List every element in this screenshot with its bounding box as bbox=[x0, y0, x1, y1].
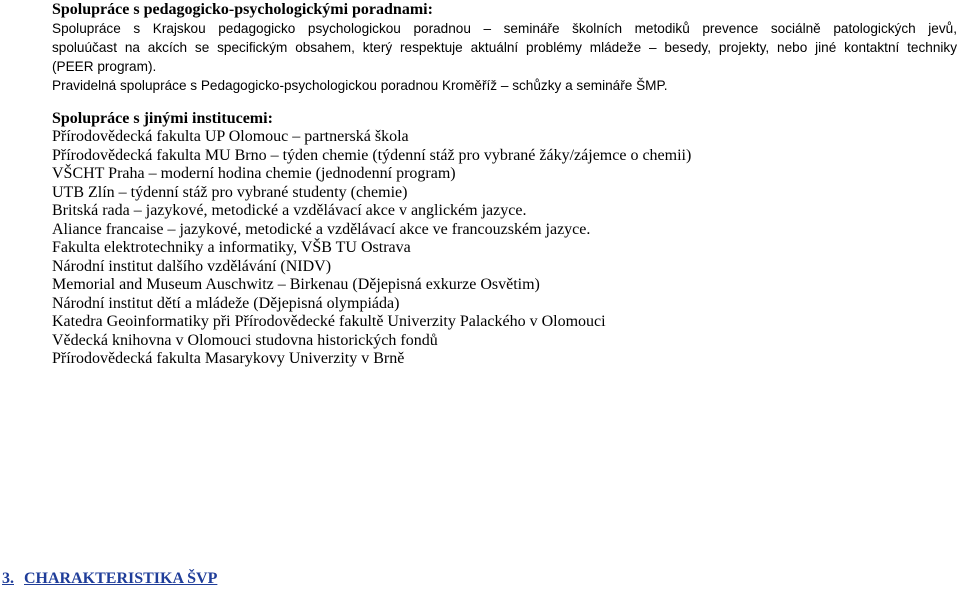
list-item: Přírodovědecká fakulta UP Olomouc – partnerská škola bbox=[52, 128, 409, 145]
paragraph-line: Pravidelná spolupráce s Pedagogicko-psychologickou poradnou Kroměříž – schůzky a semináře ŠMP. bbox=[52, 78, 668, 93]
list-item: Národní institut dětí a mládeže (Dějepisná olympiáda) bbox=[52, 294, 400, 312]
institutions-list bbox=[52, 128, 952, 369]
other-institutions-section bbox=[52, 109, 952, 369]
list-item: Katedra Geoinformatiky při Přírodovědecké fakultě Univerzity Palackého v Olomouci bbox=[52, 313, 606, 330]
chapter-number: 3. bbox=[2, 570, 14, 587]
paragraph-line: (PEER program). bbox=[52, 59, 157, 74]
list-item: UTB Zlín – týdenní stáž pro vybrané studenty (chemie) bbox=[52, 183, 408, 201]
list-item: VŠCHT Praha – moderní hodina chemie (jednodenní program) bbox=[52, 165, 456, 182]
pedagogical-counseling-section bbox=[52, 0, 957, 95]
list-item: Memorial and Museum Auschwitz – Birkenau (Dějepisná exkurze Osvětim) bbox=[52, 276, 540, 293]
paragraph-line: Spolupráce s Krajskou pedagogicko psychologickou poradnou – semináře školních metodiků prevence sociálně patologických jevů, bbox=[52, 21, 957, 36]
chapter-title-link[interactable]: CHARAKTERISTIKA ŠVP bbox=[24, 570, 218, 587]
list-item: Britská rada – jazykové, metodické a vzdělávací akce v anglickém jazyce. bbox=[52, 202, 527, 219]
chapter-heading bbox=[2, 570, 217, 588]
list-item: Národní institut dalšího vzdělávání (NIDV) bbox=[52, 257, 332, 275]
section-heading-institutions: Spolupráce s jinými institucemi: bbox=[52, 110, 273, 127]
list-item: Fakulta elektrotechniky a informatiky, VŠB TU Ostrava bbox=[52, 239, 411, 256]
list-item: Vědecká knihovna v Olomouci studovna historických fondů bbox=[52, 331, 438, 349]
list-item: Přírodovědecká fakulta Masarykovy Univerzity v Brně bbox=[52, 350, 405, 367]
section-heading-counseling: Spolupráce s pedagogicko-psychologickými poradnami: bbox=[52, 1, 433, 18]
list-item: Aliance francaise – jazykové, metodické a vzdělávací akce ve francouzském jazyce. bbox=[52, 220, 591, 238]
paragraph-line: spoluúčast na akcích se specifickým obsahem, který respektuje aktuální problémy mládeže – besedy, projekty, nebo jiné kontaktní techniky bbox=[52, 40, 957, 55]
list-item: Přírodovědecká fakulta MU Brno – týden chemie (týdenní stáž pro vybrané žáky/zájemce o chemii) bbox=[52, 146, 692, 164]
